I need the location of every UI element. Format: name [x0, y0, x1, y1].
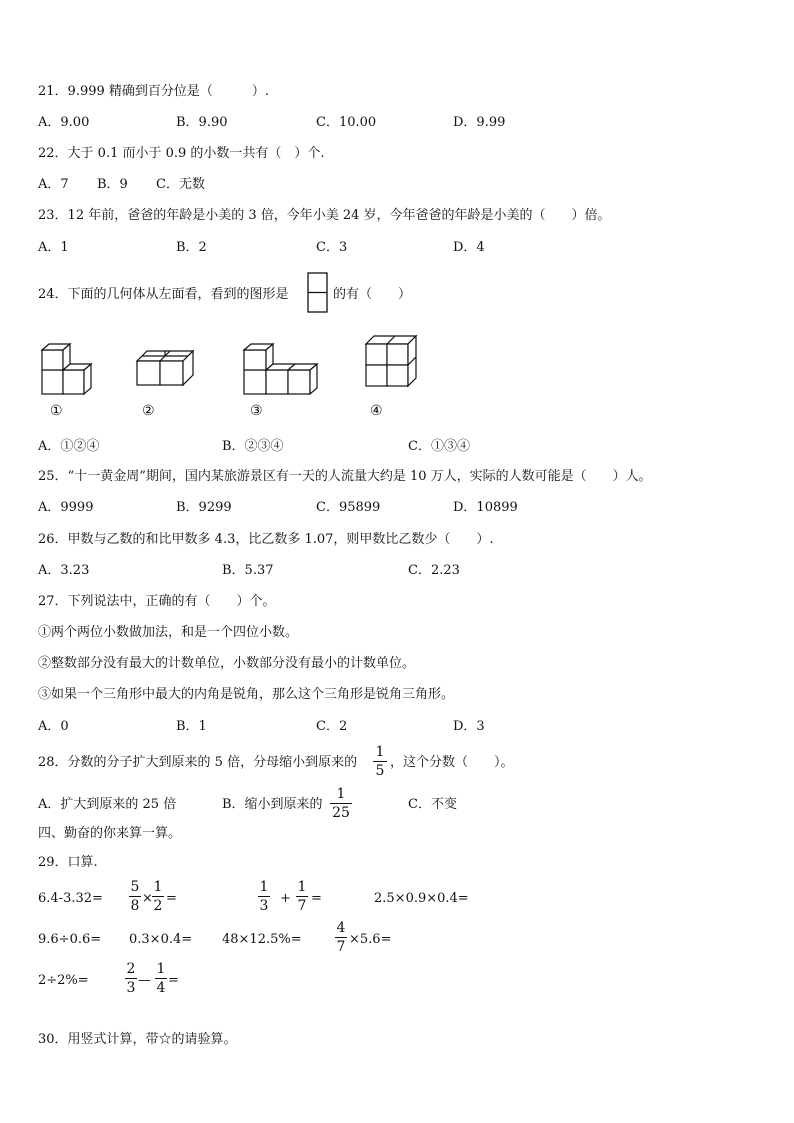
- q24-stem-after: 的有（ ）: [333, 287, 412, 302]
- q23-option-b: B．2: [176, 240, 207, 255]
- q26-option-b: B．5.37: [222, 563, 274, 578]
- fraction-bar: [330, 803, 352, 804]
- solid-4-label: ④: [370, 403, 383, 419]
- q29-expr-3-frac-b: [296, 879, 308, 914]
- solid-4-icon: [364, 334, 420, 390]
- q27-option-c: C．2: [316, 719, 348, 734]
- fraction-bar: [258, 896, 270, 897]
- q27-option-d: D．3: [453, 719, 485, 734]
- q29-expr-2-b-den: 2: [153, 898, 163, 914]
- q29-expr-10-frac-b: [155, 961, 167, 996]
- q29-expr-10-a-den: 3: [126, 980, 136, 996]
- solid-3-icon: [242, 342, 320, 398]
- q26-option-c: C．2.23: [408, 563, 460, 578]
- q28-option-b-den: 25: [332, 805, 350, 821]
- q29-expr-2-frac-b: [152, 879, 164, 914]
- q22-option-b: B．9: [97, 177, 128, 192]
- q21-option-a: A．9.00: [38, 115, 90, 130]
- q29-expr-6: 0.3×0.4=: [129, 932, 193, 947]
- q25-option-c: C．95899: [316, 500, 381, 515]
- fraction-bar: [373, 761, 387, 762]
- q26-option-a: A．3.23: [38, 563, 90, 578]
- solid-1-icon: [40, 342, 96, 398]
- q27-statement-3: ③如果一个三角形中最大的内角是锐角，那么这个三角形是锐角三角形。: [38, 687, 455, 702]
- q29-expr-3-eq: =: [311, 891, 322, 906]
- solid-1-label: ①: [50, 403, 63, 419]
- q29-expr-2-a-den: 8: [130, 898, 140, 914]
- q29-expr-3-a-den: 3: [259, 898, 269, 914]
- solid-2-icon: [135, 347, 197, 391]
- q29-expr-10-a-num: 2: [126, 961, 136, 977]
- q29-expr-1: 6.4-3.32=: [38, 891, 103, 906]
- q29-expr-10-b-num: 1: [156, 961, 166, 977]
- section-4-title: 四、勤奋的你来算一算。: [38, 826, 182, 841]
- q29-expr-3-b-den: 7: [297, 898, 307, 914]
- q28-fraction-num: 1: [375, 744, 385, 760]
- fraction-bar: [125, 978, 137, 979]
- q23-stem: 23．12 年前，爸爸的年龄是小美的 3 倍，今年小美 24 岁，今年爸爸的年龄是小美的（ ）倍。: [38, 208, 611, 223]
- q24-option-b: B．②③④: [222, 439, 284, 454]
- q29-expr-4: 2.5×0.9×0.4=: [374, 891, 469, 906]
- q25-option-b: B．9299: [176, 500, 232, 515]
- q29-expr-8-frac: [335, 920, 347, 955]
- fraction-bar: [296, 896, 308, 897]
- solid-2-label: ②: [142, 403, 155, 419]
- q26-stem: 26．甲数与乙数的和比甲数多 4.3，比乙数多 1.07，则甲数比乙数少（ ）.: [38, 532, 494, 547]
- fraction-bar: [155, 978, 167, 979]
- q29-expr-2-op: ×: [142, 891, 153, 906]
- q25-option-a: A．9999: [38, 500, 94, 515]
- q21-option-b: B．9.90: [176, 115, 228, 130]
- q23-option-c: C．3: [316, 240, 348, 255]
- q27-option-a: A．0: [38, 719, 69, 734]
- q29-expr-5: 9.6÷0.6=: [38, 932, 102, 947]
- q21-stem: 21．9.999 精确到百分位是（ ）.: [38, 84, 270, 99]
- q29-expr-2-a-num: 5: [130, 879, 140, 895]
- q29-expr-10-frac-a: [125, 961, 137, 996]
- q27-statement-2: ②整数部分没有最大的计数单位，小数部分没有最小的计数单位。: [38, 656, 416, 671]
- q29-expr-3-frac-a: [258, 879, 270, 914]
- q25-option-d: D．10899: [453, 500, 518, 515]
- q27-statement-1: ①两个两位小数做加法，和是一个四位小数。: [38, 625, 299, 640]
- q25-stem: 25．“十一黄金周”期间，国内某旅游景区有一天的人流量大约是 10 万人，实际的人数可能是（ ）人。: [38, 469, 652, 484]
- q28-option-a: A．扩大到原来的 25 倍: [38, 797, 177, 812]
- q28-stem-after: ，这个分数（ ）。: [390, 755, 514, 770]
- q22-stem: 22．大于 0.1 而小于 0.9 的小数一共有（ ）个.: [38, 146, 325, 161]
- q29-expr-9: 2÷2%=: [38, 973, 89, 988]
- q29-expr-10-op: —: [138, 973, 151, 988]
- fraction-bar: [335, 937, 347, 938]
- q29-expr-8-num: 4: [336, 920, 346, 936]
- q24-option-a: A．①②④: [38, 439, 100, 454]
- q29-expr-2-eq: =: [166, 891, 177, 906]
- q29-expr-7: 48×12.5%=: [222, 932, 302, 947]
- q21-option-c: C．10.00: [316, 115, 377, 130]
- q29-expr-10-b-den: 4: [156, 980, 166, 996]
- q28-fraction: [373, 744, 387, 779]
- q23-option-a: A．1: [38, 240, 69, 255]
- fraction-bar: [152, 896, 164, 897]
- q29-expr-2-b-num: 1: [153, 879, 163, 895]
- q29-expr-3-b-num: 1: [297, 879, 307, 895]
- q29-expr-10-eq: =: [168, 973, 179, 988]
- q28-option-b-num: 1: [336, 786, 346, 802]
- q28-stem-before: 28．分数的分子扩大到原来的 5 倍，分母缩小到原来的: [38, 755, 358, 770]
- q28-option-c: C．不变: [408, 797, 457, 812]
- q29-expr-2-frac-a: [129, 879, 141, 914]
- q30-stem: 30．用竖式计算，带☆的请验算。: [38, 1032, 237, 1047]
- q27-option-b: B．1: [176, 719, 207, 734]
- q22-option-c: C．无数: [156, 177, 205, 192]
- q21-option-d: D．9.99: [453, 115, 506, 130]
- q24-left-view-icon: [307, 272, 329, 314]
- q28-fraction-den: 5: [375, 763, 385, 779]
- q27-stem: 27．下列说法中，正确的有（ ）个。: [38, 594, 276, 609]
- q24-option-c: C．①③④: [408, 439, 470, 454]
- q28-option-b-fraction: [330, 786, 352, 821]
- q24-stem-before: 24．下面的几何体从左面看，看到的图形是: [38, 287, 289, 302]
- q29-expr-3-a-num: 1: [259, 879, 269, 895]
- q29-expr-8-den: 7: [336, 939, 346, 955]
- q22-option-a: A．7: [38, 177, 69, 192]
- q29-expr-8-rest: ×5.6=: [349, 932, 392, 947]
- q29-expr-3-op: +: [280, 891, 291, 906]
- fraction-bar: [129, 896, 141, 897]
- q28-option-b-label: B．缩小到原来的: [222, 797, 323, 812]
- solid-3-label: ③: [250, 403, 263, 419]
- q29-stem: 29．口算.: [38, 855, 98, 870]
- q23-option-d: D．4: [453, 240, 485, 255]
